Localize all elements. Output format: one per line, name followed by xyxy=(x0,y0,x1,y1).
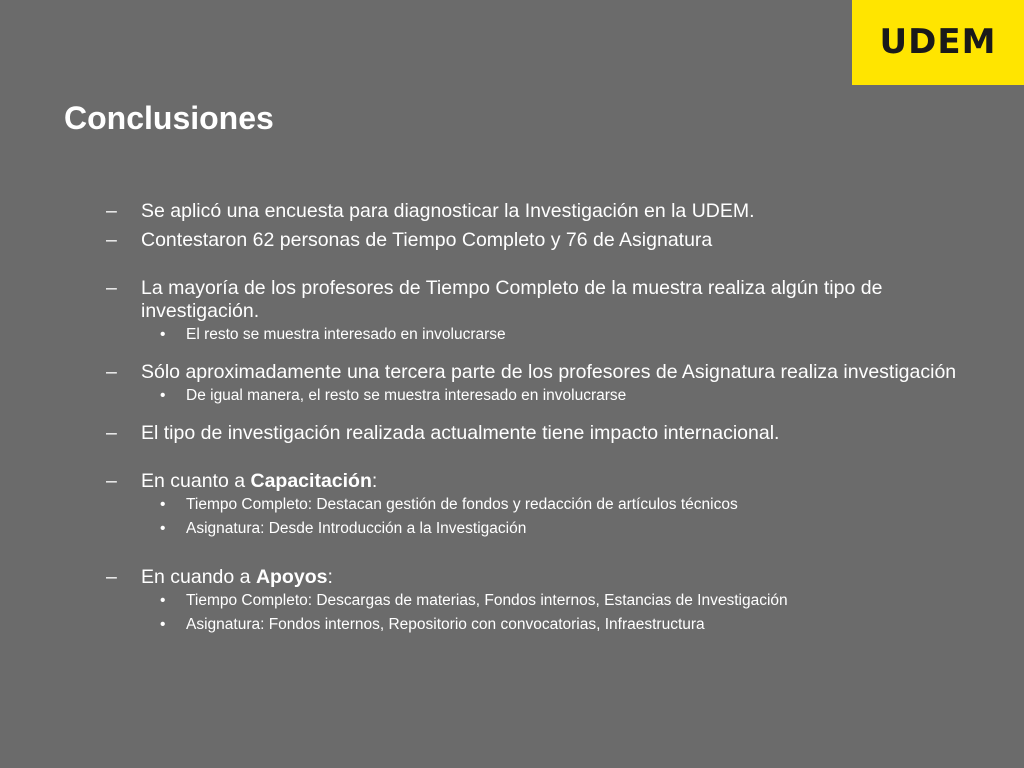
logo-text: UDEM xyxy=(879,22,997,62)
slide-content xyxy=(106,200,966,637)
dot-bullet: • xyxy=(160,520,166,537)
bullet-item xyxy=(106,200,966,223)
dash-bullet: – xyxy=(106,361,117,383)
bullet-text-prefix: En cuanto a xyxy=(141,470,251,492)
bullet-item xyxy=(106,361,966,384)
bullet-text: Sólo aproximadamente una tercera parte de los profesores de Asignatura realiza investigación xyxy=(141,361,957,383)
sub-bullet-text: Asignatura: Desde Introducción a la Investigación xyxy=(186,520,527,537)
dot-bullet: • xyxy=(160,616,166,633)
sub-bullet-item xyxy=(106,589,966,613)
sub-bullet-text: Asignatura: Fondos internos, Repositorio con convocatorias, Infraestructura xyxy=(186,616,705,633)
bullet-text: El tipo de investigación realizada actualmente tiene impacto internacional. xyxy=(141,422,780,444)
bullet-item xyxy=(106,277,966,323)
sub-bullet-text: Tiempo Completo: Descargas de materias, Fondos internos, Estancias de Investigación xyxy=(186,592,788,609)
bullet-text-suffix: : xyxy=(327,566,333,588)
udem-logo xyxy=(852,0,1024,85)
bullet-text-suffix: : xyxy=(371,470,378,492)
dot-bullet: • xyxy=(160,496,166,513)
dot-bullet: • xyxy=(160,387,166,404)
bullet-text: La mayoría de los profesores de Tiempo Completo de la muestra realiza algún tipo de investigación. xyxy=(141,277,883,322)
sub-bullet-item xyxy=(106,384,966,408)
dash-bullet: – xyxy=(106,200,117,222)
sub-bullet-item xyxy=(106,613,966,637)
sub-bullet-text: El resto se muestra interesado en involucrarse xyxy=(186,326,506,343)
bullet-text-prefix: En cuando a xyxy=(141,566,256,588)
bullet-text-bold: Apoyos xyxy=(255,566,328,588)
bullet-item xyxy=(106,566,966,589)
sub-bullet-item xyxy=(106,517,966,541)
dash-bullet: – xyxy=(106,470,117,492)
sub-bullet-text: Tiempo Completo: Destacan gestión de fondos y redacción de artículos técnicos xyxy=(186,496,738,513)
dot-bullet: • xyxy=(160,326,166,343)
dash-bullet: – xyxy=(106,422,117,444)
dot-bullet: • xyxy=(160,592,166,609)
bullet-text: Contestaron 62 personas de Tiempo Completo y 76 de Asignatura xyxy=(141,229,713,251)
sub-bullet-item xyxy=(106,493,966,517)
bullet-text-bold: Capacitación xyxy=(250,470,372,492)
sub-bullet-text: De igual manera, el resto se muestra interesado en involucrarse xyxy=(186,387,627,404)
bullet-item xyxy=(106,470,966,493)
bullet-item xyxy=(106,422,966,445)
dash-bullet: – xyxy=(106,566,117,588)
dash-bullet: – xyxy=(106,277,117,299)
bullet-text: Se aplicó una encuesta para diagnosticar la Investigación en la UDEM. xyxy=(141,200,755,222)
bullet-item xyxy=(106,229,966,252)
slide-title: Conclusiones xyxy=(64,100,274,136)
dash-bullet: – xyxy=(106,229,117,251)
sub-bullet-item xyxy=(106,323,966,347)
